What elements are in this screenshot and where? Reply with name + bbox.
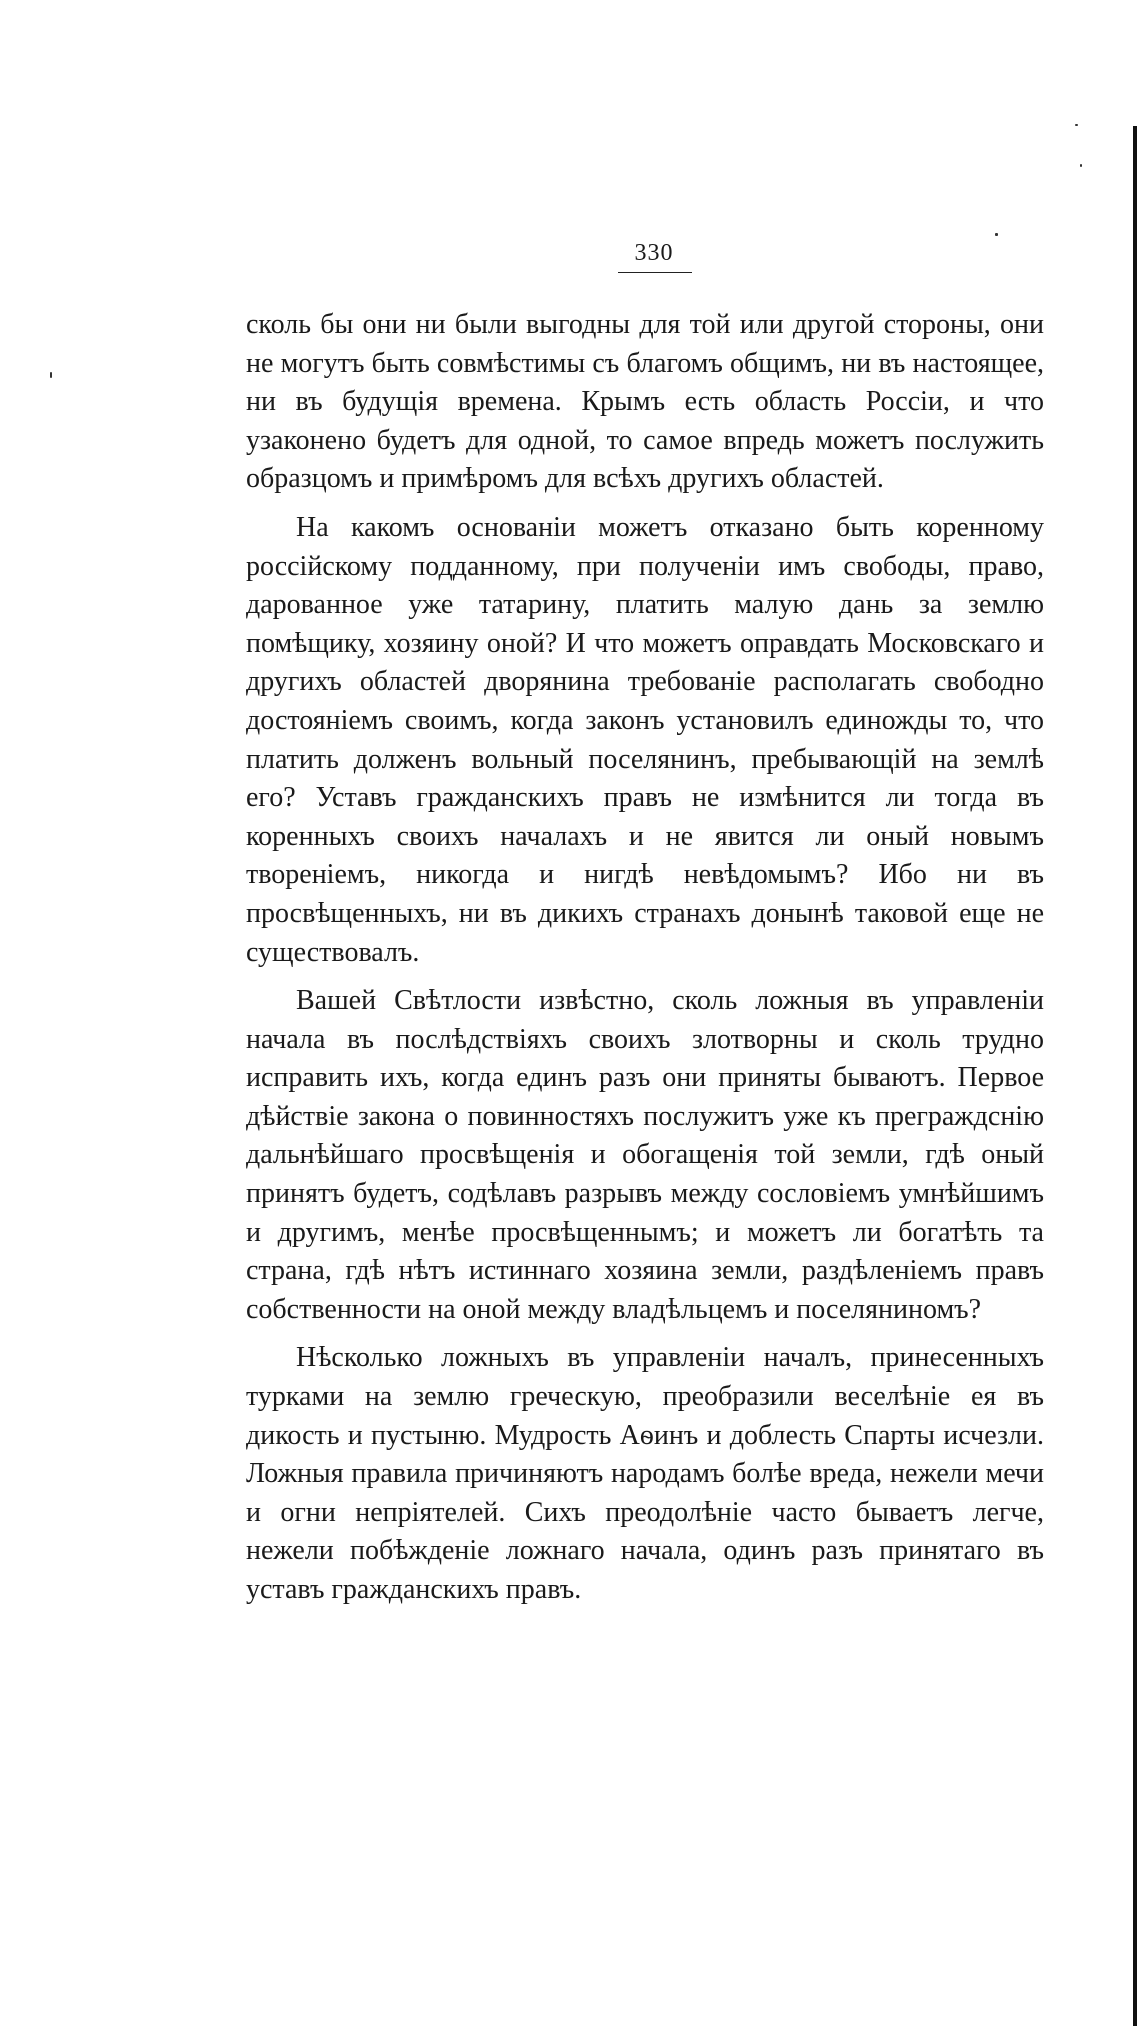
paragraph: Нѣсколько ложныхъ въ управленіи началъ, принесенныхъ турками на землю греческую, преобразили веселѣніе ея въ дикость и пустыню. Мудрость Аѳинъ и доблесть Спарты исчезли. Ложныя правила причиняютъ народамъ болѣе вреда, нежели мечи и огни непріятелей. Сихъ преодолѣніе часто бываетъ легче, нежели побѣжденіе ложнаго начала, одинъ разъ принятаго въ уставъ гражданскихъ правъ. [246,1342,1044,1605]
body-text [246,306,1044,1620]
scan-binding-edge [1133,126,1137,2026]
scan-speck [1080,164,1082,167]
scan-speck [995,233,998,236]
paragraph: На какомъ основаніи можетъ отказано быть коренному россійскому подданному, при полученіи имъ свободы, право, дарованное уже татарину, платить малую дань за землю помѣщику, хозяину оной? И что можетъ оправдать Московскаго и другихъ областей дворянина требованіе располагать свободно достояніемъ своимъ, когда законъ установилъ единожды то, что платить долженъ вольный поселянинъ, пребывающій на землѣ его? Уставъ гражданскихъ правъ не измѣнится ли тогда въ коренныхъ своихъ началахъ и не явится ли оный новымъ твореніемъ, никогда и нигдѣ невѣдомымъ? Ибо ни въ просвѣщенныхъ, ни въ дикихъ странахъ донынѣ таковой еще не существовалъ. [246,511,1044,968]
scan-speck [50,372,52,378]
page-number: 330 [634,240,674,266]
paragraph: Вашей Свѣтлости извѣстно, сколь ложныя въ управленіи начала въ послѣдствіяхъ своихъ злотворны и сколь трудно исправить ихъ, когда единъ разъ они приняты бываютъ. Первое дѣйствіе закона о повинностяхъ послужитъ уже къ преграждснію дальнѣйшаго просвѣщенія и обогащенія той земли, гдѣ оный принятъ будетъ, содѣлавъ разрывъ между сословіемъ умнѣйшимъ и другимъ, менѣе просвѣщеннымъ; и можетъ ли богатѣть та страна, гдѣ нѣтъ истиннаго хозяина земли, раздѣленіемъ правъ собственности на оной между владѣльцемъ и поселяниномъ? [246,985,1044,1325]
page-number-rule [618,272,692,273]
scan-speck [1075,124,1078,126]
paragraph-continued: сколь бы они ни были выгодны для той или другой стороны, они не могутъ быть совмѣстимы съ благомъ общимъ, ни въ настоящее, ни въ будущія времена. Крымъ есть область Россіи, и что узаконено будетъ для одной, то самое впредь можетъ послужить образцомъ и примѣромъ для всѣхъ другихъ областей. [246,309,1044,495]
